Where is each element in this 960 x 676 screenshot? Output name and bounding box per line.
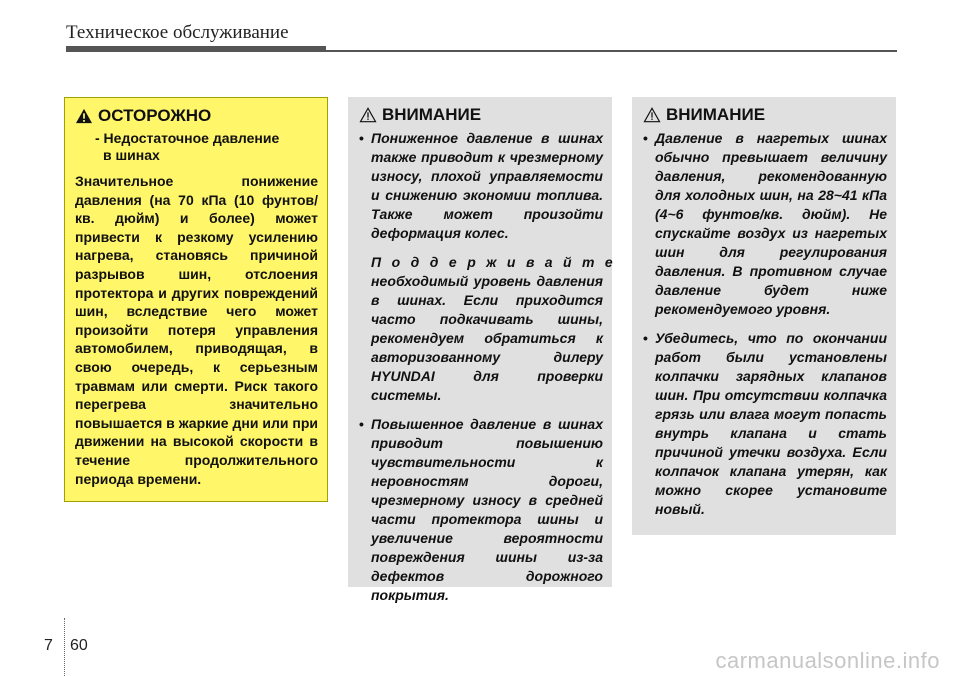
page-number-divider [64,618,65,676]
warning-triangle-filled-icon [75,108,93,124]
watermark-text: carmanualsonline.info [715,648,940,673]
chapter-number: 7 [44,637,53,654]
caution-subtitle [75,130,318,164]
page-number: 60 [70,637,88,654]
warning-1-title: ВНИМАНИЕ [382,105,482,124]
caution-subtitle-line-2: в шинах [103,147,160,163]
caution-subtitle-line-1: - Недостаточное давление [95,130,280,146]
warning-1-paragraph [359,253,624,405]
warning-box-1 [348,97,624,603]
warning-1-bullet-1: • Пониженное давление в шинах также приводит к чрезмерному износу, плохой управляемости и снижению экономии топлива. Также может произойти деформация колес. [359,129,603,243]
warning-box-2 [632,97,896,535]
warning-triangle-outline-icon [643,107,661,123]
caution-body-text: Значительное понижение давления (на 70 кПа (10 фунтов/кв. дюйм) и более) может привести к резкому усилению нагрева, становясь причиной разрывов шин, отслоения протектора и других повреждений шин, вследствие чего может произойти потеря управления автомобилем, приводящая, в свою очередь, к серьезным травмам или смерти. Риск такого перегрева значительно повышается в жаркие дни или при движении на высокой скорости в течение продолжительного периода времени. [75,173,318,487]
caution-title-row [75,106,318,126]
header-thick-rule [66,46,326,52]
warning-2-bullet-1: • Давление в нагретых шинах обычно превышает величину давления, рекомендованную для холодных шин, на 28~41 кПа (4~6 фунтов/кв. дюйм). Не спускайте воздух из нагретых шин для регулирования давления. В противном случае давление будет ниже рекомендуемого уровня. [643,129,887,319]
warning-2-bullet-2: • Убедитесь, что по окончании работ были установлены колпачки зарядных клапанов шин. При отсутствии колпачка грязь или влага могут попасть внутрь клапана и стать причиной утечки воздуха. Если колпачок клапана утерян, как можно скорее установите новый. [643,329,887,519]
warning-1-title-row [359,105,603,125]
warning-triangle-outline-icon [359,107,377,123]
caution-box [64,97,328,502]
warning-1-bullet-2: • Повышенное давление в шинах приводит повышению чувствительности к неровностям дороги, чрезмерному износу в средней части протектора шины и увеличение вероятности повреждения шины из-за дефектов дорожного покрытия. [359,415,603,605]
header-thin-rule [326,50,897,52]
page-header-title: Техническое обслуживание [66,22,289,43]
warning-1-paragraph-text: необходимый уровень давления в шинах. Если приходится часто подкачивать шины, рекомендуем обратиться к авторизованному дилеру HYUNDAI для проверки системы. [371,273,603,403]
warning-2-title-row [643,105,887,125]
caution-title: ОСТОРОЖНО [98,106,212,125]
warning-1-paragraph-lead: Поддерживайте [371,254,624,270]
warning-2-title: ВНИМАНИЕ [666,105,766,124]
